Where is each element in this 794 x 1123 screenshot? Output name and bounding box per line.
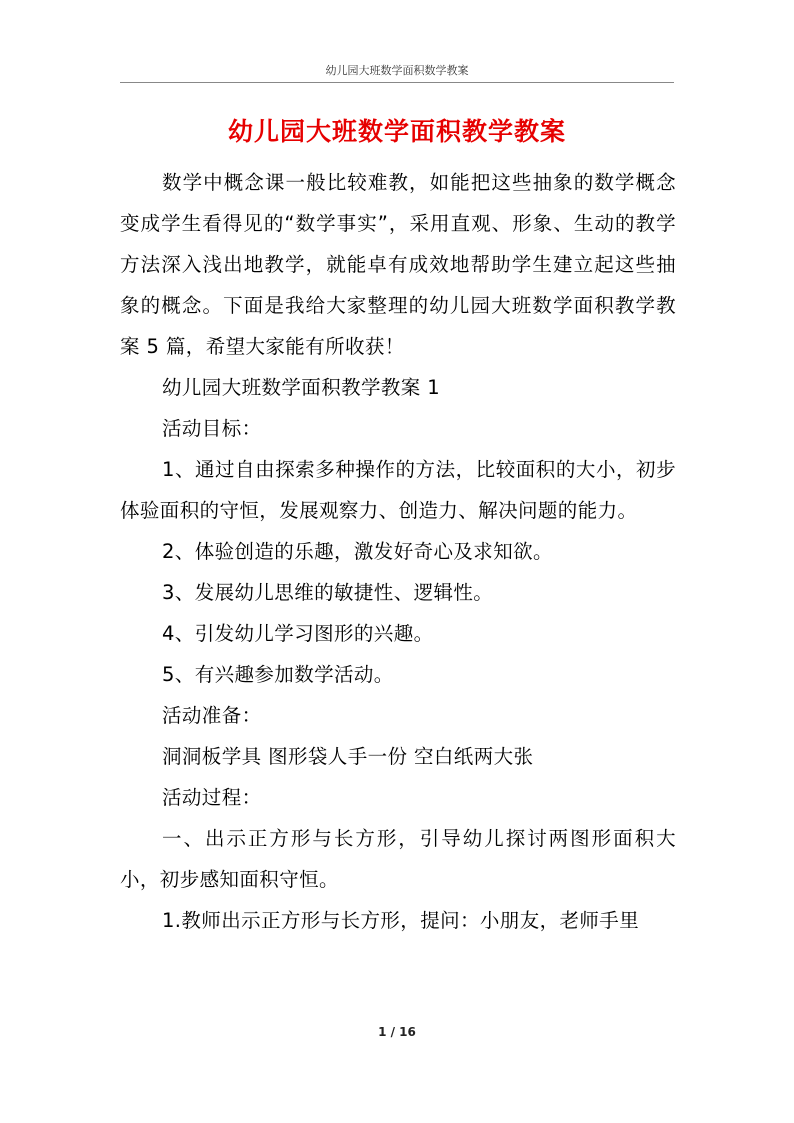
subheading-goals: 活动目标： [162,417,262,440]
process-step: 一、出示正方形与长方形，引导幼儿探讨两图形面积大小，初步感知面积守恒。 [120,827,676,891]
header-divider [120,82,674,83]
document-body [120,162,676,941]
preparation-item: 洞洞板学具 图形袋人手一份 空白纸两大张 [162,745,534,768]
process-step: 1.教师出示正方形与长方形，提问：小朋友，老师手里 [162,909,640,932]
running-header: 幼儿园大班数学面积数学教案 [325,64,469,77]
page-number: 1 / 16 [378,1025,416,1039]
document-title: 幼儿园大班数学面积教学教案 [227,117,566,146]
intro-paragraph: 数学中概念课一般比较难教，如能把这些抽象的数学概念变成学生看得见的“数学事实”，采用直观、形象、生动的教学方法深入浅出地教学，就能卓有成效地帮助学生建立起这些抽象的概念。下面是我给大家整理的幼儿园大班数学面积教学教案 5 篇，希望大家能有所收获！ [120,171,676,358]
goal-item: 1、通过自由探索多种操作的方法，比较面积的大小，初步体验面积的守恒，发展观察力、创造力、解决问题的能力。 [120,458,676,522]
goal-item: 2、体验创造的乐趣，激发好奇心及求知欲。 [162,540,553,563]
subheading-preparation: 活动准备： [162,704,262,727]
goal-item: 3、发展幼儿思维的敏捷性、逻辑性。 [162,581,494,604]
subheading-process: 活动过程： [162,786,262,809]
section-heading: 幼儿园大班数学面积教学教案 1 [162,376,441,399]
goal-item: 4、引发幼儿学习图形的兴趣。 [162,622,434,645]
goal-item: 5、有兴趣参加数学活动。 [162,663,394,686]
